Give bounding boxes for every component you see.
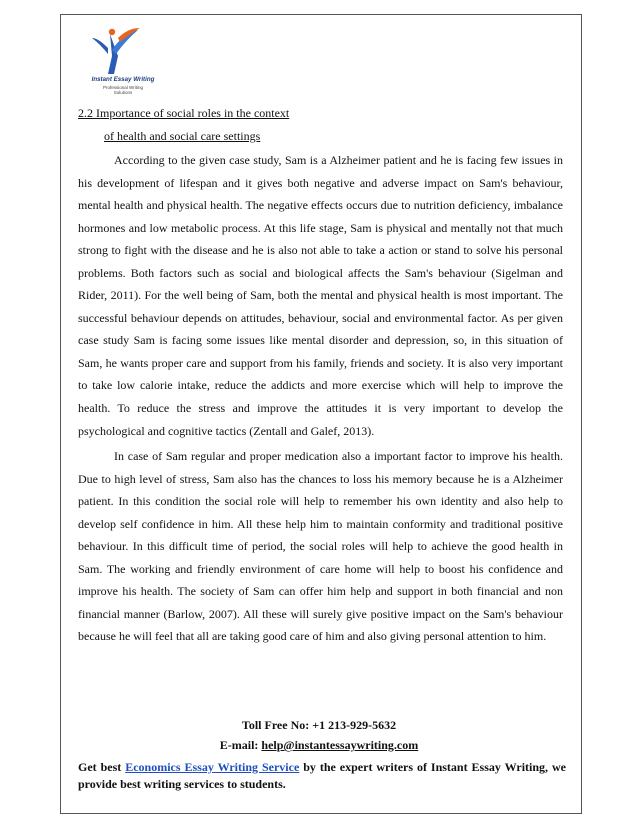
body-paragraph-2: In case of Sam regular and proper medication also a important factor to improve his health. Due to high level of stress, Sam also has the chances to loss his memory because he is a Alzheimer patient. In this condition the social role will help to remember his own identity and also help to develop self confidence in him. All these help him to maintain conformity and traditional positive behaviour. In this difficult time of period, the social roles will help to achieve the good health in Sam. The working and friendly environment of care home will help to boost his confidence and improve his health. The society of Sam can offer him help and support in both financial and non financial manner (Barlow, 2007). All these will surely give positive impact on the Sam's behaviour because he will feel that all are taking good care of him and also giving personal attention to him. [78,449,563,644]
logo-subtitle-line1: Professional Writing [103,85,143,90]
promo-suffix: by the expert writers of Instant Essay Writing, we provide best writing services to students. [78,760,566,791]
email-label: E-mail: [219,738,262,752]
body-paragraph-1: According to the given case study, Sam is a Alzheimer patient and he is facing few issues in his development of lifespan and it gives both negative and adverse impact on Sam's behaviour, mental health and physical health. The negative effects occurs due to nutrition deficiency, imbalance hormones and low metabolic process. At this life stage, Sam is physical and mentally not that much strong to fight with the disease and he is also not able to take a action or stand to solve his personal problems. Both factors such as social and biological affects the Sam's behaviour (Sigelman and Rider, 2011). For the well being of Sam, both the mental and physical health is most important. The successful behaviour depends on attitudes, behaviour, social and environmental factor. As per given case study Sam is facing some issues like mental disorder and depression, so, in this situation of Sam, he wants proper care and support from his family, friends and society. It is also very important to take low calorie intake, reduce the addicts and more exercise which will help to improve the health. To reduce the stress and improve the attitudes it is very important to develop the psychological and cognitive tactics (Zentall and Galef, 2013). [78,153,563,438]
logo-subtitle [78,85,168,95]
logo-subtitle-line2: Solutions [113,90,133,95]
email-line [0,738,638,753]
promo-footer [78,759,566,793]
toll-free-number: Toll Free No: +1 213-929-5632 [241,718,397,732]
logo-figure-icon [88,28,158,76]
company-logo [78,28,168,100]
section-heading: 2.2 Importance of social roles in the context [78,106,290,120]
logo-title: Instant Essay Writing [91,76,155,83]
email-link[interactable]: help@instantessaywriting.com [261,738,419,752]
promo-prefix: Get best [78,760,126,774]
service-link[interactable]: Economics Essay Writing Service [125,760,300,774]
section-heading-continued: of health and social care settings [104,129,261,143]
